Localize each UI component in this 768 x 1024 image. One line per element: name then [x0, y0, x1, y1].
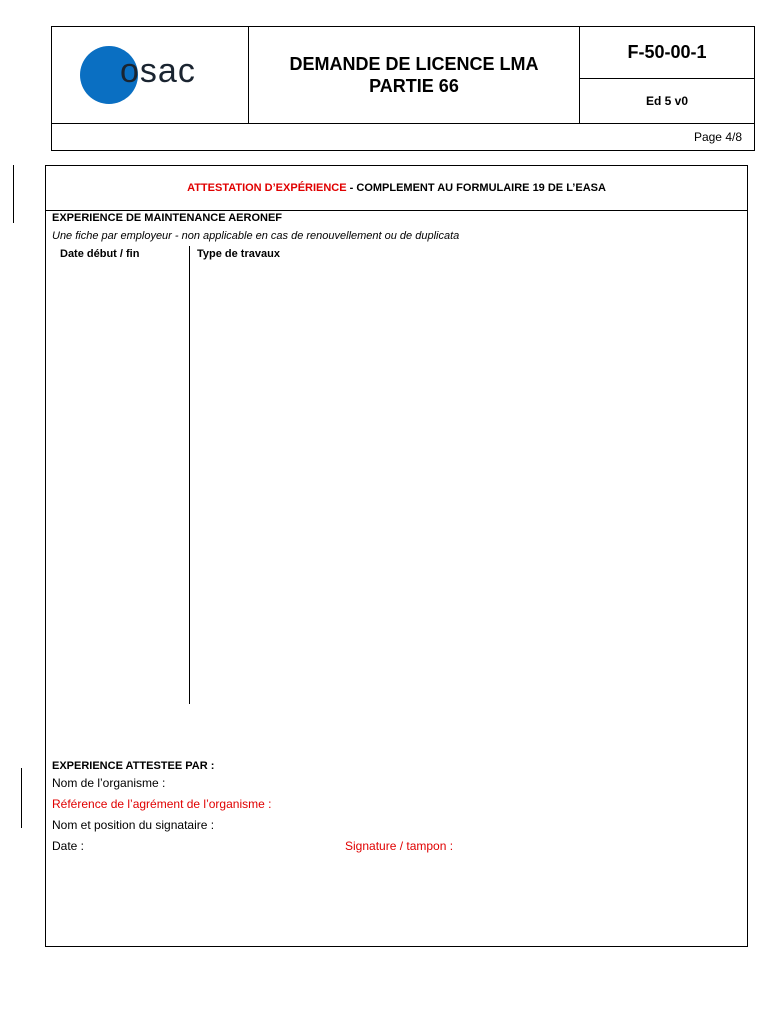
column-works-header: Type de travaux: [197, 248, 280, 260]
document-title: [249, 27, 580, 123]
document-header: [51, 26, 755, 151]
attestation-frame: [45, 165, 748, 947]
signatory-label: Nom et position du signataire :: [52, 818, 215, 832]
logo-text: osac: [120, 52, 196, 90]
form-code: F-50-00-1: [580, 27, 754, 79]
date-label: Date :: [52, 839, 85, 853]
maintenance-heading: EXPERIENCE DE MAINTENANCE AERONEF: [52, 212, 283, 224]
title-line-1: DEMANDE DE LICENCE LMA: [289, 54, 539, 74]
attestation-title-rest: - COMPLEMENT AU FORMULAIRE 19 DE L’EASA: [346, 182, 606, 194]
maintenance-note: Une fiche par employeur - non applicable en cas de renouvellement ou de duplicata: [52, 230, 460, 242]
edition: Ed 5 v0: [645, 94, 689, 108]
signature-label: Signature / tampon :: [345, 839, 454, 853]
attestation-title: [46, 166, 747, 211]
page-number: Page 4/8: [52, 123, 754, 150]
attestation-title-red: ATTESTATION D’EXPÉRIENCE: [187, 182, 347, 194]
dates-field[interactable]: [46, 246, 189, 704]
logo-cell: [52, 27, 249, 123]
revision-bar: [21, 768, 22, 828]
org-name-label: Nom de l’organisme :: [52, 776, 166, 790]
title-line-2: PARTIE 66: [369, 76, 459, 96]
column-dates-header: Date début / fin: [60, 248, 140, 260]
attested-heading: EXPERIENCE ATTESTEE PAR :: [52, 760, 215, 772]
revision-bar: [13, 165, 14, 223]
approval-ref-label: Référence de l’agrément de l’organisme :: [52, 797, 272, 811]
works-field[interactable]: [190, 264, 746, 704]
